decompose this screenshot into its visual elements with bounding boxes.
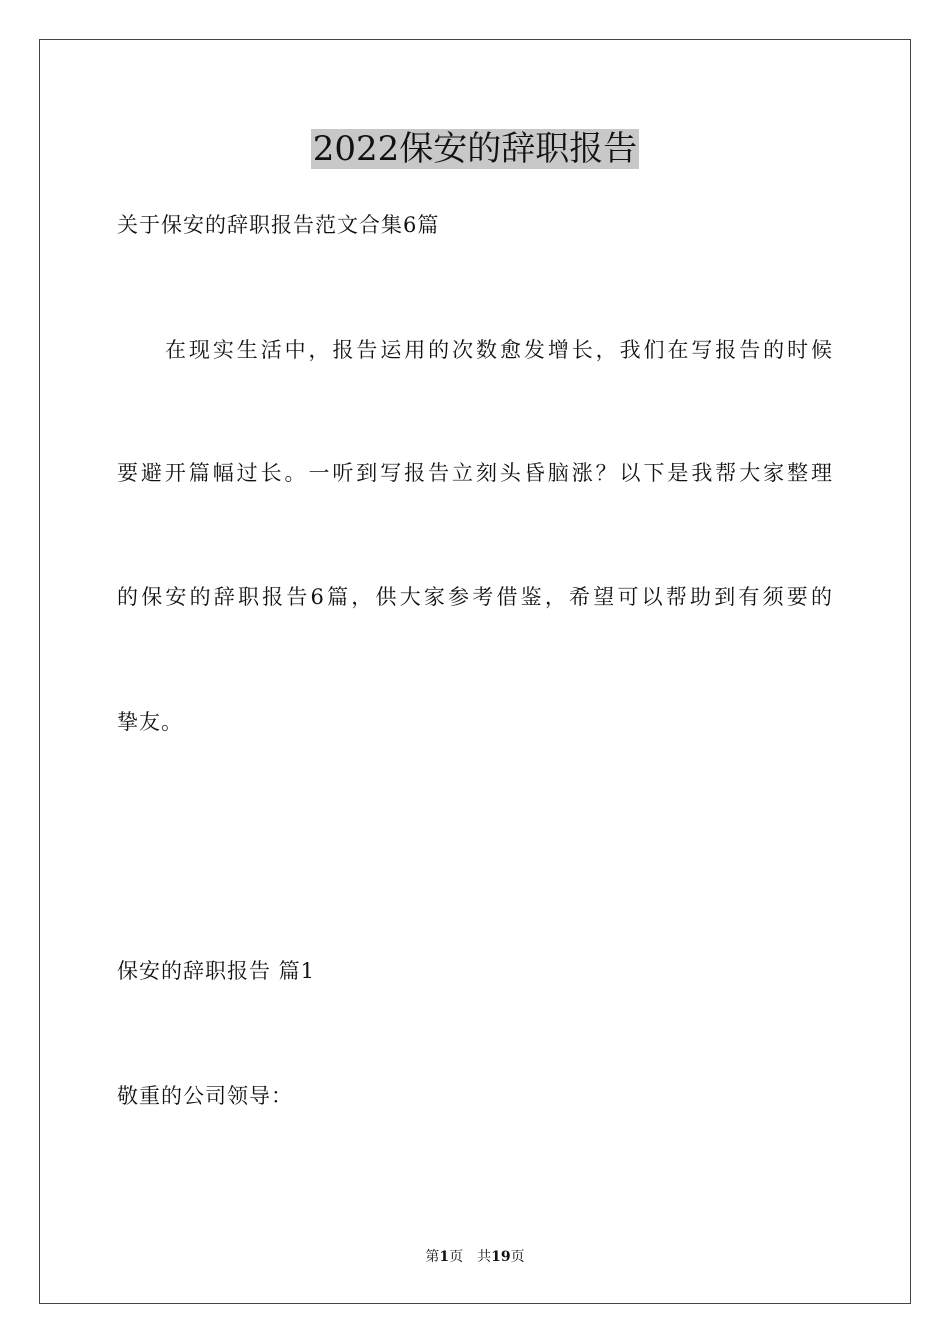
document-title-text: 2022保安的辞职报告	[312, 129, 638, 169]
page-prefix: 第	[425, 1249, 440, 1265]
intro-line-4: 挚友。	[117, 710, 183, 734]
intro-line-1: 在现实生活中，报告运用的次数愈发增长，我们在写报告的时候	[165, 338, 833, 362]
page-total: 19	[491, 1249, 511, 1265]
page-footer	[0, 1247, 950, 1267]
section-heading: 保安的辞职报告 篇1	[117, 959, 316, 983]
total-suffix: 页	[510, 1249, 525, 1265]
salutation: 敬重的公司领导：	[117, 1084, 293, 1108]
document-subtitle: 关于保安的辞职报告范文合集6篇	[117, 213, 440, 237]
intro-line-2: 要避开篇幅过长。一听到写报告立刻头昏脑涨？以下是我帮大家整理	[117, 461, 833, 485]
intro-line-3: 的保安的辞职报告6篇，供大家参考借鉴，希望可以帮助到有须要的	[117, 585, 833, 609]
total-prefix: 共	[477, 1249, 492, 1265]
document-title	[0, 126, 950, 172]
page-suffix: 页	[449, 1249, 464, 1265]
page-current: 1	[439, 1249, 450, 1265]
